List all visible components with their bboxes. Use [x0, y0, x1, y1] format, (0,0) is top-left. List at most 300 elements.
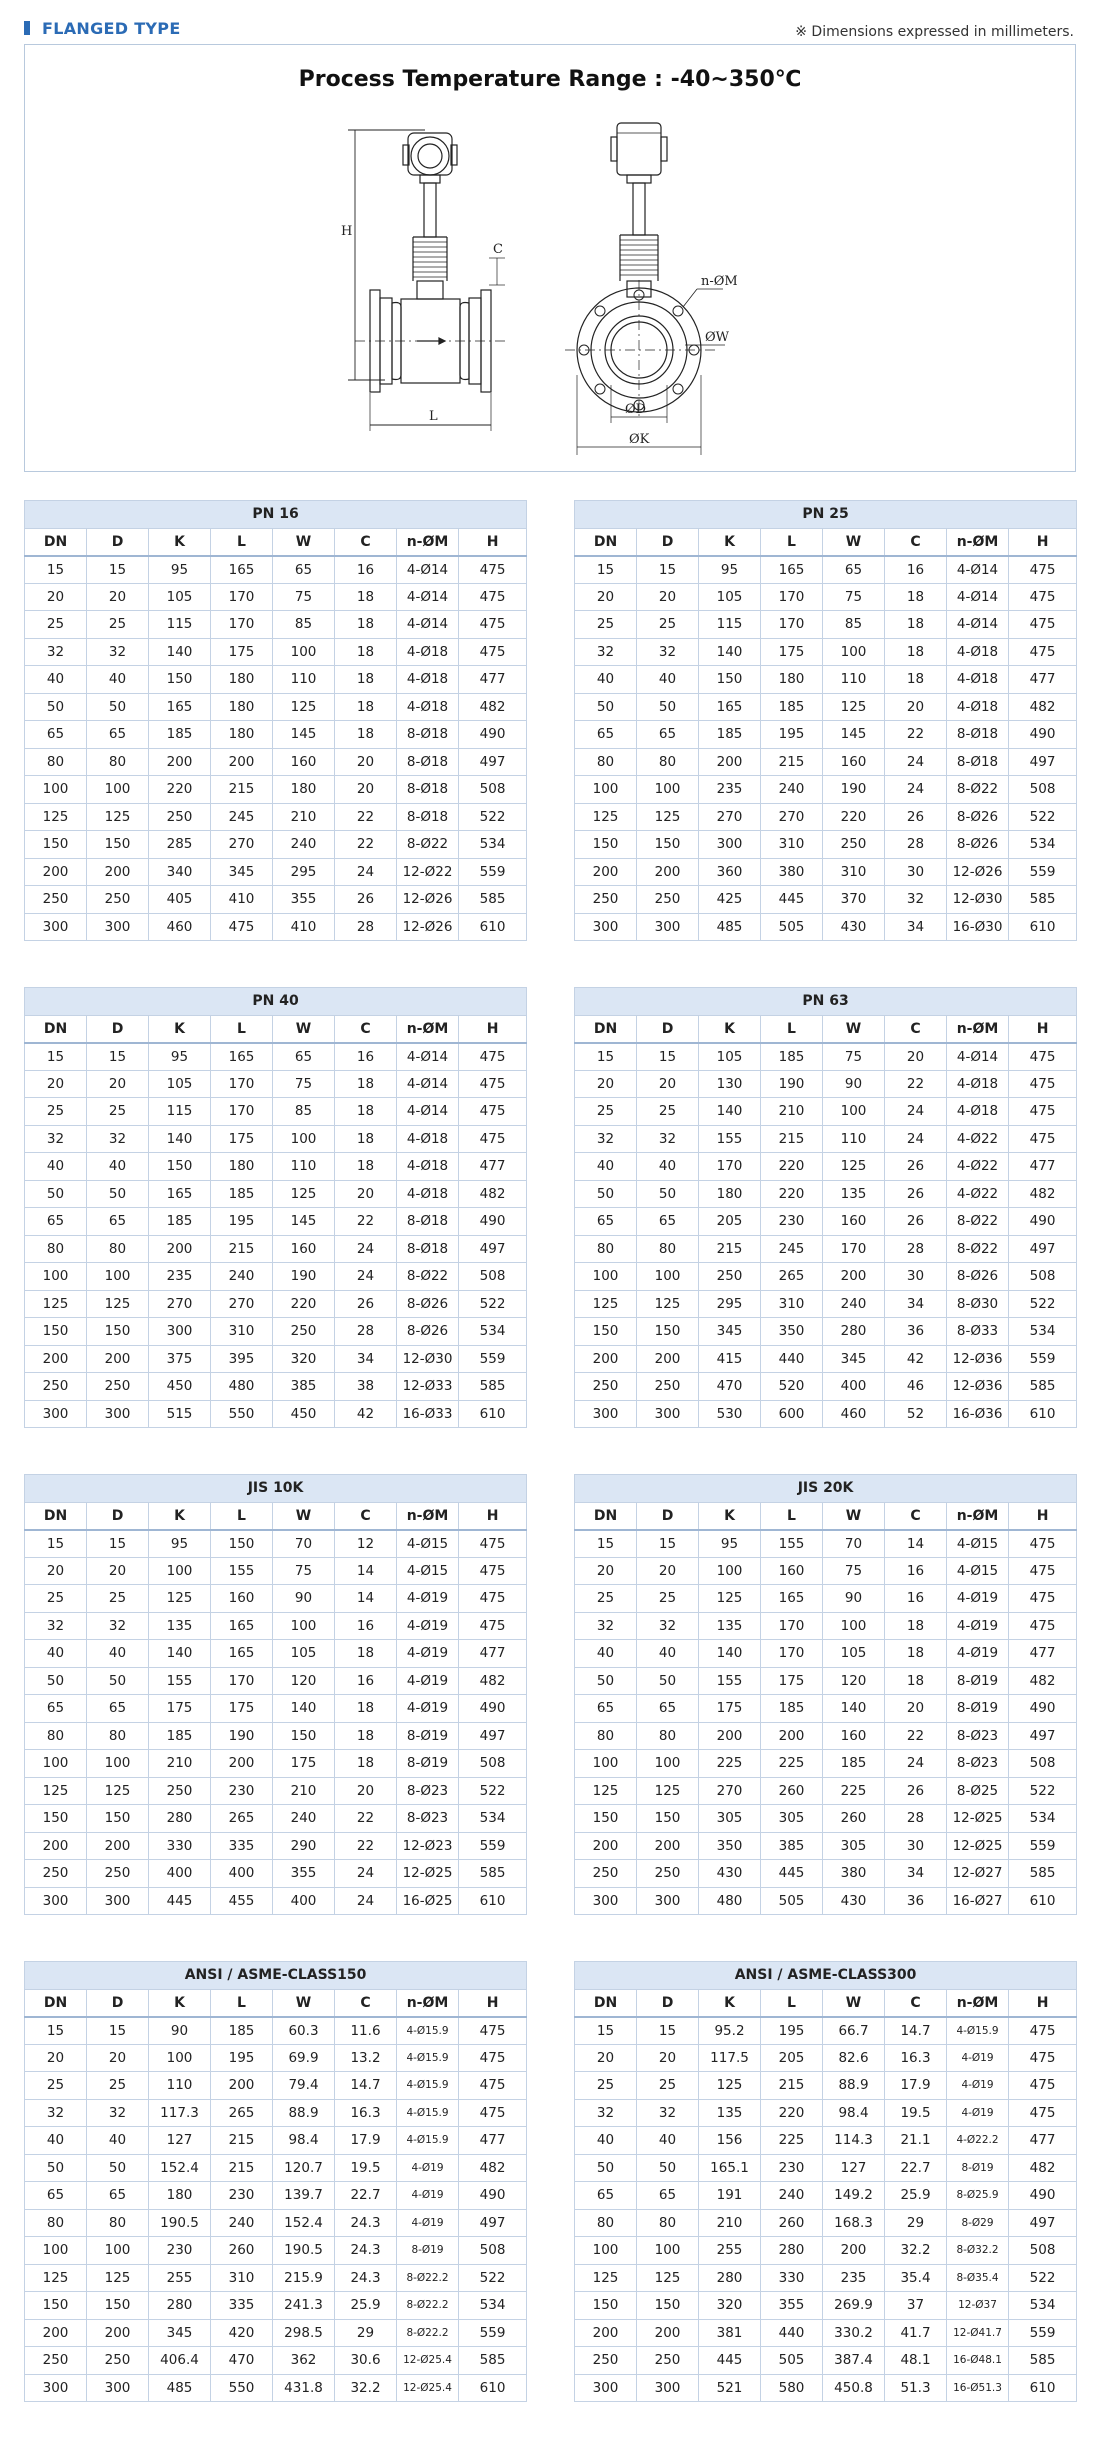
table-cell: 8-Ø25.9 — [947, 2182, 1009, 2210]
table-cell: 65 — [575, 1695, 637, 1723]
table-cell: 16.3 — [335, 2099, 397, 2127]
table-cell: 32 — [25, 2099, 87, 2127]
table-cell: 17.9 — [335, 2127, 397, 2155]
table-title: PN 63 — [575, 988, 1077, 1016]
table-cell: 22 — [335, 803, 397, 831]
table-cell: 269.9 — [823, 2292, 885, 2320]
table-row — [25, 1400, 527, 1428]
table-cell: 25 — [575, 1585, 637, 1613]
table-row — [575, 2209, 1077, 2237]
table-cell: 60.3 — [273, 2017, 335, 2045]
table-cell: 125 — [699, 2072, 761, 2100]
table-cell: 100 — [87, 776, 149, 804]
table-cell: 125 — [25, 1290, 87, 1318]
table-title: PN 40 — [25, 988, 527, 1016]
table-cell: 380 — [823, 1860, 885, 1888]
column-header: K — [149, 528, 211, 556]
table-cell: 98.4 — [823, 2099, 885, 2127]
table-cell: 20 — [637, 2044, 699, 2072]
table-cell: 4-Ø14 — [947, 583, 1009, 611]
table-row — [575, 1180, 1077, 1208]
table-cell: 12-Ø36 — [947, 1345, 1009, 1373]
table-cell: 38 — [335, 1373, 397, 1401]
table-cell: 28 — [885, 831, 947, 859]
table-cell: 280 — [761, 2237, 823, 2265]
table-cell: 155 — [761, 1530, 823, 1558]
table-cell: 32 — [885, 886, 947, 914]
table-cell: 300 — [637, 913, 699, 941]
table-cell: 28 — [335, 913, 397, 941]
table-cell: 150 — [637, 2292, 699, 2320]
table-cell: 50 — [637, 2154, 699, 2182]
table-cell: 16.3 — [885, 2044, 947, 2072]
table-cell: 16-Ø36 — [947, 1400, 1009, 1428]
table-cell: 4-Ø18 — [397, 693, 459, 721]
table-cell: 4-Ø14 — [947, 556, 1009, 584]
table-cell: 460 — [823, 1400, 885, 1428]
table-cell: 475 — [459, 611, 527, 639]
table-cell: 140 — [699, 638, 761, 666]
table-cell: 505 — [761, 913, 823, 941]
table-cell: 280 — [149, 2292, 211, 2320]
table-cell: 120.7 — [273, 2154, 335, 2182]
table-cell: 69.9 — [273, 2044, 335, 2072]
table-cell: 385 — [761, 1832, 823, 1860]
table-cell: 298.5 — [273, 2319, 335, 2347]
table-cell: 475 — [459, 1585, 527, 1613]
table-cell: 18 — [335, 1153, 397, 1181]
table-cell: 135 — [149, 1612, 211, 1640]
column-header: H — [459, 1015, 527, 1043]
table-cell: 24 — [335, 1263, 397, 1291]
table-row — [25, 2292, 527, 2320]
table-cell: 190 — [211, 1722, 273, 1750]
table-cell: 4-Ø22 — [947, 1153, 1009, 1181]
table-cell: 559 — [459, 1832, 527, 1860]
label-c: C — [493, 242, 503, 257]
table-cell: 160 — [273, 748, 335, 776]
column-header: n-ØM — [397, 528, 459, 556]
table-cell: 150 — [699, 666, 761, 694]
table-cell: 185 — [149, 1722, 211, 1750]
table-cell: 470 — [211, 2347, 273, 2375]
table-cell: 230 — [211, 1777, 273, 1805]
table-cell: 345 — [149, 2319, 211, 2347]
table-cell: 355 — [761, 2292, 823, 2320]
table-cell: 30 — [885, 1263, 947, 1291]
table-row — [25, 1750, 527, 1778]
column-header: K — [699, 1502, 761, 1530]
table-cell: 145 — [273, 1208, 335, 1236]
section-title: FLANGED TYPE — [42, 18, 181, 38]
table-cell: 18 — [885, 1667, 947, 1695]
table-row — [25, 748, 527, 776]
table-cell: 8-Ø26 — [947, 831, 1009, 859]
table-cell: 610 — [459, 2374, 527, 2402]
table-cell: 4-Ø15 — [397, 1530, 459, 1558]
table-cell: 490 — [459, 721, 527, 749]
table-cell: 205 — [761, 2044, 823, 2072]
table-cell: 8-Ø26 — [947, 1263, 1009, 1291]
table-cell: 165 — [211, 556, 273, 584]
table-cell: 50 — [87, 1180, 149, 1208]
table-cell: 340 — [149, 858, 211, 886]
table-cell: 475 — [1009, 1070, 1077, 1098]
table-cell: 4-Ø19 — [947, 2044, 1009, 2072]
table-cell: 16-Ø25 — [397, 1887, 459, 1915]
table-cell: 32.2 — [335, 2374, 397, 2402]
table-cell: 310 — [761, 1290, 823, 1318]
table-cell: 30 — [885, 1832, 947, 1860]
figure-box — [24, 44, 1076, 472]
table-cell: 300 — [87, 1887, 149, 1915]
table-cell: 170 — [211, 583, 273, 611]
table-row — [25, 1695, 527, 1723]
table-cell: 24.3 — [335, 2237, 397, 2265]
table-cell: 305 — [823, 1832, 885, 1860]
table-row — [575, 1345, 1077, 1373]
table-cell: 200 — [575, 858, 637, 886]
table-cell: 24 — [335, 1235, 397, 1263]
table-cell: 85 — [273, 611, 335, 639]
table-cell: 534 — [1009, 1318, 1077, 1346]
column-header: C — [885, 1015, 947, 1043]
table-cell: 400 — [211, 1860, 273, 1888]
table-cell: 534 — [1009, 1805, 1077, 1833]
table-cell: 25 — [87, 611, 149, 639]
table-cell: 497 — [1009, 2209, 1077, 2237]
table-cell: 65 — [25, 721, 87, 749]
table-cell: 42 — [885, 1345, 947, 1373]
column-header: L — [761, 1015, 823, 1043]
table-cell: 40 — [637, 1153, 699, 1181]
table-cell: 475 — [459, 556, 527, 584]
table-row — [575, 1722, 1077, 1750]
table-cell: 25 — [637, 1098, 699, 1126]
table-cell: 450 — [273, 1400, 335, 1428]
table-cell: 475 — [1009, 1557, 1077, 1585]
table-cell: 149.2 — [823, 2182, 885, 2210]
table-cell: 155 — [211, 1557, 273, 1585]
table-cell: 65 — [575, 721, 637, 749]
table-cell: 477 — [459, 666, 527, 694]
table-cell: 400 — [823, 1373, 885, 1401]
table-cell: 4-Ø14 — [397, 1070, 459, 1098]
flange-table — [574, 1961, 1077, 2402]
table-cell: 48.1 — [885, 2347, 947, 2375]
table-cell: 175 — [149, 1695, 211, 1723]
table-cell: 150 — [25, 1318, 87, 1346]
table-cell: 215 — [761, 2072, 823, 2100]
table-cell: 285 — [149, 831, 211, 859]
table-row — [25, 2374, 527, 2402]
column-header: D — [87, 1989, 149, 2017]
table-cell: 485 — [149, 2374, 211, 2402]
table-cell: 8-Ø19 — [947, 2154, 1009, 2182]
table-cell: 34 — [885, 1290, 947, 1318]
table-cell: 24 — [885, 776, 947, 804]
table-cell: 4-Ø15.9 — [397, 2099, 459, 2127]
table-row — [575, 1373, 1077, 1401]
table-cell: 4-Ø14 — [397, 1043, 459, 1071]
table-cell: 12-Ø23 — [397, 1832, 459, 1860]
table-cell: 135 — [823, 1180, 885, 1208]
table-cell: 40 — [87, 1153, 149, 1181]
table-cell: 22.7 — [885, 2154, 947, 2182]
table-title: ANSI / ASME-CLASS150 — [25, 1962, 527, 1990]
table-row — [25, 1777, 527, 1805]
table-cell: 80 — [575, 1235, 637, 1263]
table-row — [25, 2154, 527, 2182]
table-row — [575, 1750, 1077, 1778]
table-cell: 440 — [761, 2319, 823, 2347]
table-cell: 250 — [149, 803, 211, 831]
table-row — [575, 1557, 1077, 1585]
table-cell: 497 — [1009, 1722, 1077, 1750]
table-cell: 310 — [823, 858, 885, 886]
table-cell: 200 — [87, 1345, 149, 1373]
table-cell: 50 — [637, 1667, 699, 1695]
table-cell: 210 — [273, 803, 335, 831]
table-cell: 270 — [149, 1290, 211, 1318]
table-row — [575, 1125, 1077, 1153]
table-cell: 8-Ø26 — [397, 1290, 459, 1318]
table-cell: 50 — [25, 693, 87, 721]
table-cell: 250 — [637, 1373, 699, 1401]
table-row — [575, 1318, 1077, 1346]
table-cell: 50 — [575, 2154, 637, 2182]
table-cell: 16 — [335, 1667, 397, 1695]
table-cell: 8-Ø32.2 — [947, 2237, 1009, 2265]
table-cell: 100 — [273, 1612, 335, 1640]
column-header: H — [459, 1989, 527, 2017]
table-row — [575, 1887, 1077, 1915]
table-cell: 40 — [575, 1153, 637, 1181]
table-cell: 22 — [335, 1805, 397, 1833]
table-cell: 24 — [335, 1860, 397, 1888]
table-cell: 50 — [87, 693, 149, 721]
table-cell: 25.9 — [335, 2292, 397, 2320]
table-cell: 185 — [149, 1208, 211, 1236]
table-cell: 160 — [823, 1722, 885, 1750]
table-cell: 50 — [25, 2154, 87, 2182]
table-cell: 160 — [273, 1235, 335, 1263]
table-cell: 477 — [459, 1640, 527, 1668]
table-cell: 12-Ø25.4 — [397, 2347, 459, 2375]
table-cell: 250 — [273, 1318, 335, 1346]
table-cell: 18 — [335, 666, 397, 694]
table-cell: 40 — [637, 666, 699, 694]
table-row — [25, 2017, 527, 2045]
table-cell: 40 — [25, 1640, 87, 1668]
column-header: L — [761, 1502, 823, 1530]
table-row — [25, 1530, 527, 1558]
table-cell: 125 — [637, 803, 699, 831]
table-cell: 65 — [273, 1043, 335, 1071]
table-cell: 80 — [25, 748, 87, 776]
table-cell: 4-Ø18 — [947, 638, 1009, 666]
table-cell: 200 — [823, 1263, 885, 1291]
table-cell: 200 — [87, 1832, 149, 1860]
table-cell: 82.6 — [823, 2044, 885, 2072]
table-cell: 50 — [637, 1180, 699, 1208]
table-cell: 4-Ø19 — [397, 1640, 459, 1668]
table-row — [25, 1805, 527, 1833]
table-cell: 200 — [25, 858, 87, 886]
table-cell: 295 — [699, 1290, 761, 1318]
table-cell: 12-Ø26 — [947, 858, 1009, 886]
table-cell: 125 — [87, 1777, 149, 1805]
label-l: L — [429, 409, 438, 424]
table-cell: 580 — [761, 2374, 823, 2402]
table-cell: 24 — [885, 1098, 947, 1126]
table-row — [575, 1043, 1077, 1071]
table-row — [25, 2044, 527, 2072]
table-cell: 190 — [761, 1070, 823, 1098]
table-cell: 345 — [823, 1345, 885, 1373]
table-cell: 127 — [823, 2154, 885, 2182]
table-cell: 305 — [761, 1805, 823, 1833]
table-row — [575, 1832, 1077, 1860]
table-cell: 95 — [149, 556, 211, 584]
table-cell: 65 — [575, 2182, 637, 2210]
table-cell: 475 — [1009, 2017, 1077, 2045]
table-cell: 482 — [459, 1667, 527, 1695]
table-title: ANSI / ASME-CLASS300 — [575, 1962, 1077, 1990]
table-cell: 175 — [273, 1750, 335, 1778]
table-cell: 585 — [1009, 1860, 1077, 1888]
table-cell: 100 — [25, 2237, 87, 2265]
table-cell: 150 — [149, 666, 211, 694]
table-cell: 300 — [699, 831, 761, 859]
table-cell: 8-Ø23 — [397, 1805, 459, 1833]
table-cell: 160 — [761, 1557, 823, 1585]
table-cell: 80 — [87, 1235, 149, 1263]
table-cell: 160 — [823, 1208, 885, 1236]
table-cell: 50 — [575, 1667, 637, 1695]
table-cell: 150 — [25, 831, 87, 859]
column-header: K — [149, 1989, 211, 2017]
table-cell: 200 — [761, 1722, 823, 1750]
table-row — [25, 1290, 527, 1318]
table-cell: 110 — [273, 666, 335, 694]
table-cell: 20 — [575, 583, 637, 611]
table-cell: 150 — [637, 1318, 699, 1346]
table-cell: 32 — [87, 2099, 149, 2127]
table-cell: 450.8 — [823, 2374, 885, 2402]
table-cell: 114.3 — [823, 2127, 885, 2155]
table-cell: 180 — [149, 2182, 211, 2210]
table-cell: 12-Ø41.7 — [947, 2319, 1009, 2347]
table-cell: 475 — [1009, 1585, 1077, 1613]
table-cell: 168.3 — [823, 2209, 885, 2237]
table-cell: 175 — [211, 638, 273, 666]
table-cell: 105 — [699, 1043, 761, 1071]
table-cell: 95 — [149, 1043, 211, 1071]
table-cell: 75 — [273, 583, 335, 611]
table-cell: 475 — [459, 2017, 527, 2045]
table-cell: 250 — [87, 1373, 149, 1401]
table-cell: 135 — [699, 1612, 761, 1640]
table-cell: 20 — [335, 776, 397, 804]
column-header: H — [1009, 1015, 1077, 1043]
table-row — [575, 1612, 1077, 1640]
table-cell: 16-Ø33 — [397, 1400, 459, 1428]
table-cell: 395 — [211, 1345, 273, 1373]
table-cell: 125 — [87, 803, 149, 831]
table-cell: 235 — [149, 1263, 211, 1291]
label-w: ØW — [705, 330, 730, 345]
table-cell: 65 — [637, 721, 699, 749]
table-cell: 8-Ø22 — [947, 1208, 1009, 1236]
table-cell: 80 — [25, 1722, 87, 1750]
table-cell: 185 — [149, 721, 211, 749]
table-cell: 410 — [211, 886, 273, 914]
table-cell: 16 — [885, 556, 947, 584]
table-cell: 475 — [459, 1557, 527, 1585]
table-cell: 505 — [761, 2347, 823, 2375]
table-cell: 75 — [823, 583, 885, 611]
table-row — [25, 2319, 527, 2347]
table-cell: 8-Ø22.2 — [397, 2292, 459, 2320]
table-cell: 485 — [699, 913, 761, 941]
column-header: H — [459, 528, 527, 556]
table-cell: 300 — [25, 1400, 87, 1428]
table-cell: 110 — [823, 666, 885, 694]
table-row — [25, 913, 527, 941]
table-cell: 300 — [87, 1400, 149, 1428]
table-cell: 75 — [273, 1557, 335, 1585]
table-cell: 28 — [335, 1318, 397, 1346]
table-title: PN 25 — [575, 501, 1077, 529]
column-header: K — [699, 528, 761, 556]
table-cell: 8-Ø33 — [947, 1318, 1009, 1346]
table-cell: 475 — [1009, 1125, 1077, 1153]
table-cell: 125 — [575, 803, 637, 831]
table-cell: 156 — [699, 2127, 761, 2155]
table-cell: 98.4 — [273, 2127, 335, 2155]
table-cell: 522 — [459, 1777, 527, 1805]
table-cell: 522 — [1009, 1290, 1077, 1318]
table-cell: 8-Ø22.2 — [397, 2264, 459, 2292]
table-cell: 50 — [575, 693, 637, 721]
table-cell: 150 — [25, 1805, 87, 1833]
table-cell: 22 — [335, 831, 397, 859]
table-cell: 65 — [575, 1208, 637, 1236]
table-row — [25, 1373, 527, 1401]
table-row — [575, 2237, 1077, 2265]
table-row — [575, 693, 1077, 721]
column-header: n-ØM — [397, 1989, 459, 2017]
table-cell: 155 — [699, 1125, 761, 1153]
table-cell: 50 — [87, 1667, 149, 1695]
table-cell: 8-Ø22.2 — [397, 2319, 459, 2347]
table-cell: 100 — [575, 2237, 637, 2265]
table-cell: 25 — [87, 1585, 149, 1613]
table-cell: 17.9 — [885, 2072, 947, 2100]
table-cell: 150 — [87, 2292, 149, 2320]
table-cell: 22 — [885, 1722, 947, 1750]
table-cell: 4-Ø18 — [397, 1153, 459, 1181]
table-cell: 100 — [149, 1557, 211, 1585]
table-cell: 117.5 — [699, 2044, 761, 2072]
table-cell: 200 — [575, 1345, 637, 1373]
table-cell: 100 — [575, 1750, 637, 1778]
table-cell: 15 — [575, 1043, 637, 1071]
table-cell: 65 — [87, 2182, 149, 2210]
table-cell: 150 — [25, 2292, 87, 2320]
table-cell: 250 — [637, 1860, 699, 1888]
